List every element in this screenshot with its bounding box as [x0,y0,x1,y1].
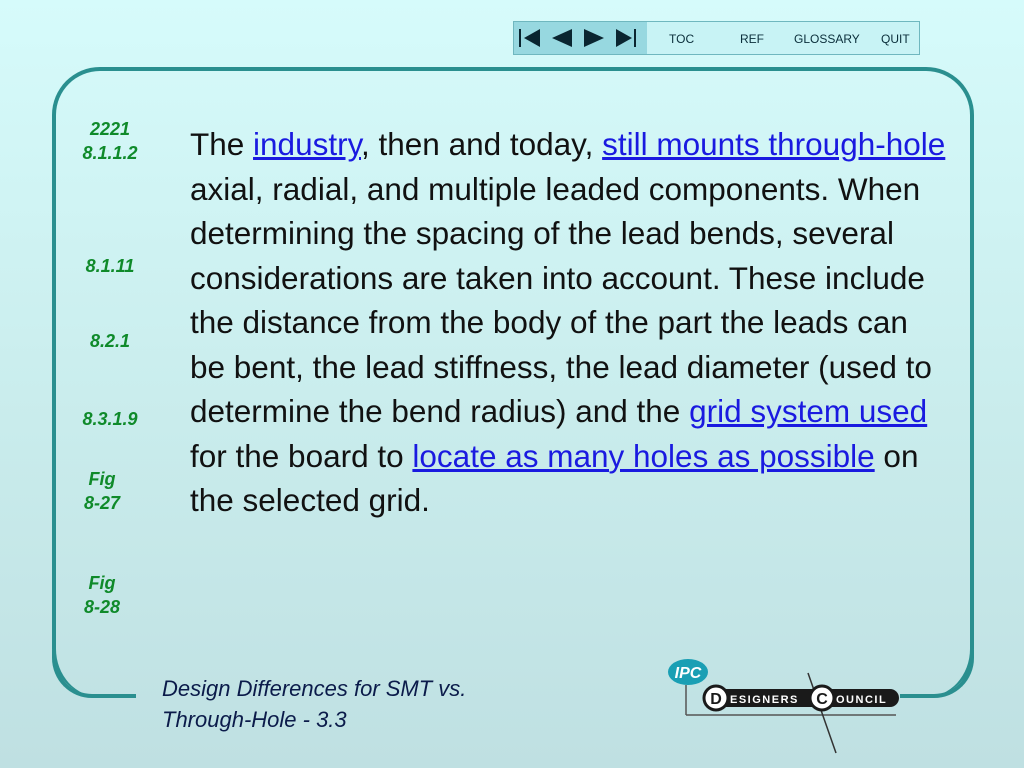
svg-text:IPC: IPC [674,665,702,682]
previous-arrow-icon [548,26,576,50]
last-page-button[interactable] [610,22,642,54]
side-ref-fig-8-27[interactable]: Fig 8-27 [83,469,121,513]
previous-page-button[interactable] [546,22,578,54]
slide-footer-title: Design Differences for SMT vs. Through-Hole - 3.3 [162,676,467,732]
quit-link[interactable]: QUIT [881,32,910,46]
locate-holes-link[interactable]: locate as many holes as possible [412,437,875,474]
glossary-link[interactable]: GLOSSARY [794,32,860,46]
svg-text:C: C [816,691,828,708]
next-arrow-icon [580,26,608,50]
ipc-designers-council-logo [666,655,906,755]
still-mounts-through-hole-link[interactable]: still mounts through-hole [602,126,946,162]
next-page-button[interactable] [578,22,610,54]
main-paragraph: The industry, then and today, still mounts through-hole axial, radial, and multiple leaded components. When determining the spacing of the lead bends, several considerations are taken into account. These include the distance from the body of the part the leads can be bent, the lead stiffness, the lead diameter (used to determine the bend radius) and the grid system used for the board to locate as many holes as possible on the selected grid. [190,126,946,518]
side-ref-fig-8-28[interactable]: Fig 8-28 [83,573,121,617]
svg-text:OUNCIL: OUNCIL [836,694,888,706]
side-ref-8-3-1-9[interactable]: 8.3.1.9 [82,409,138,429]
toc-link[interactable]: TOC [669,32,695,46]
ref-link[interactable]: REF [740,32,764,46]
nav-links [647,22,919,54]
navigation-bar [513,21,920,55]
first-page-button[interactable] [514,22,546,54]
first-page-icon [516,26,544,50]
grid-system-used-link[interactable]: grid system used [689,393,928,429]
side-ref-8-2-1[interactable]: 8.2.1 [89,331,131,351]
industry-link[interactable]: industry [253,126,361,162]
svg-text:ESIGNERS: ESIGNERS [730,694,799,706]
last-page-icon [612,26,640,50]
side-ref-8-1-11[interactable]: 8.1.11 [85,256,135,276]
side-ref-2221[interactable]: 2221 8.1.1.2 [82,119,138,163]
svg-text:D: D [710,691,722,708]
